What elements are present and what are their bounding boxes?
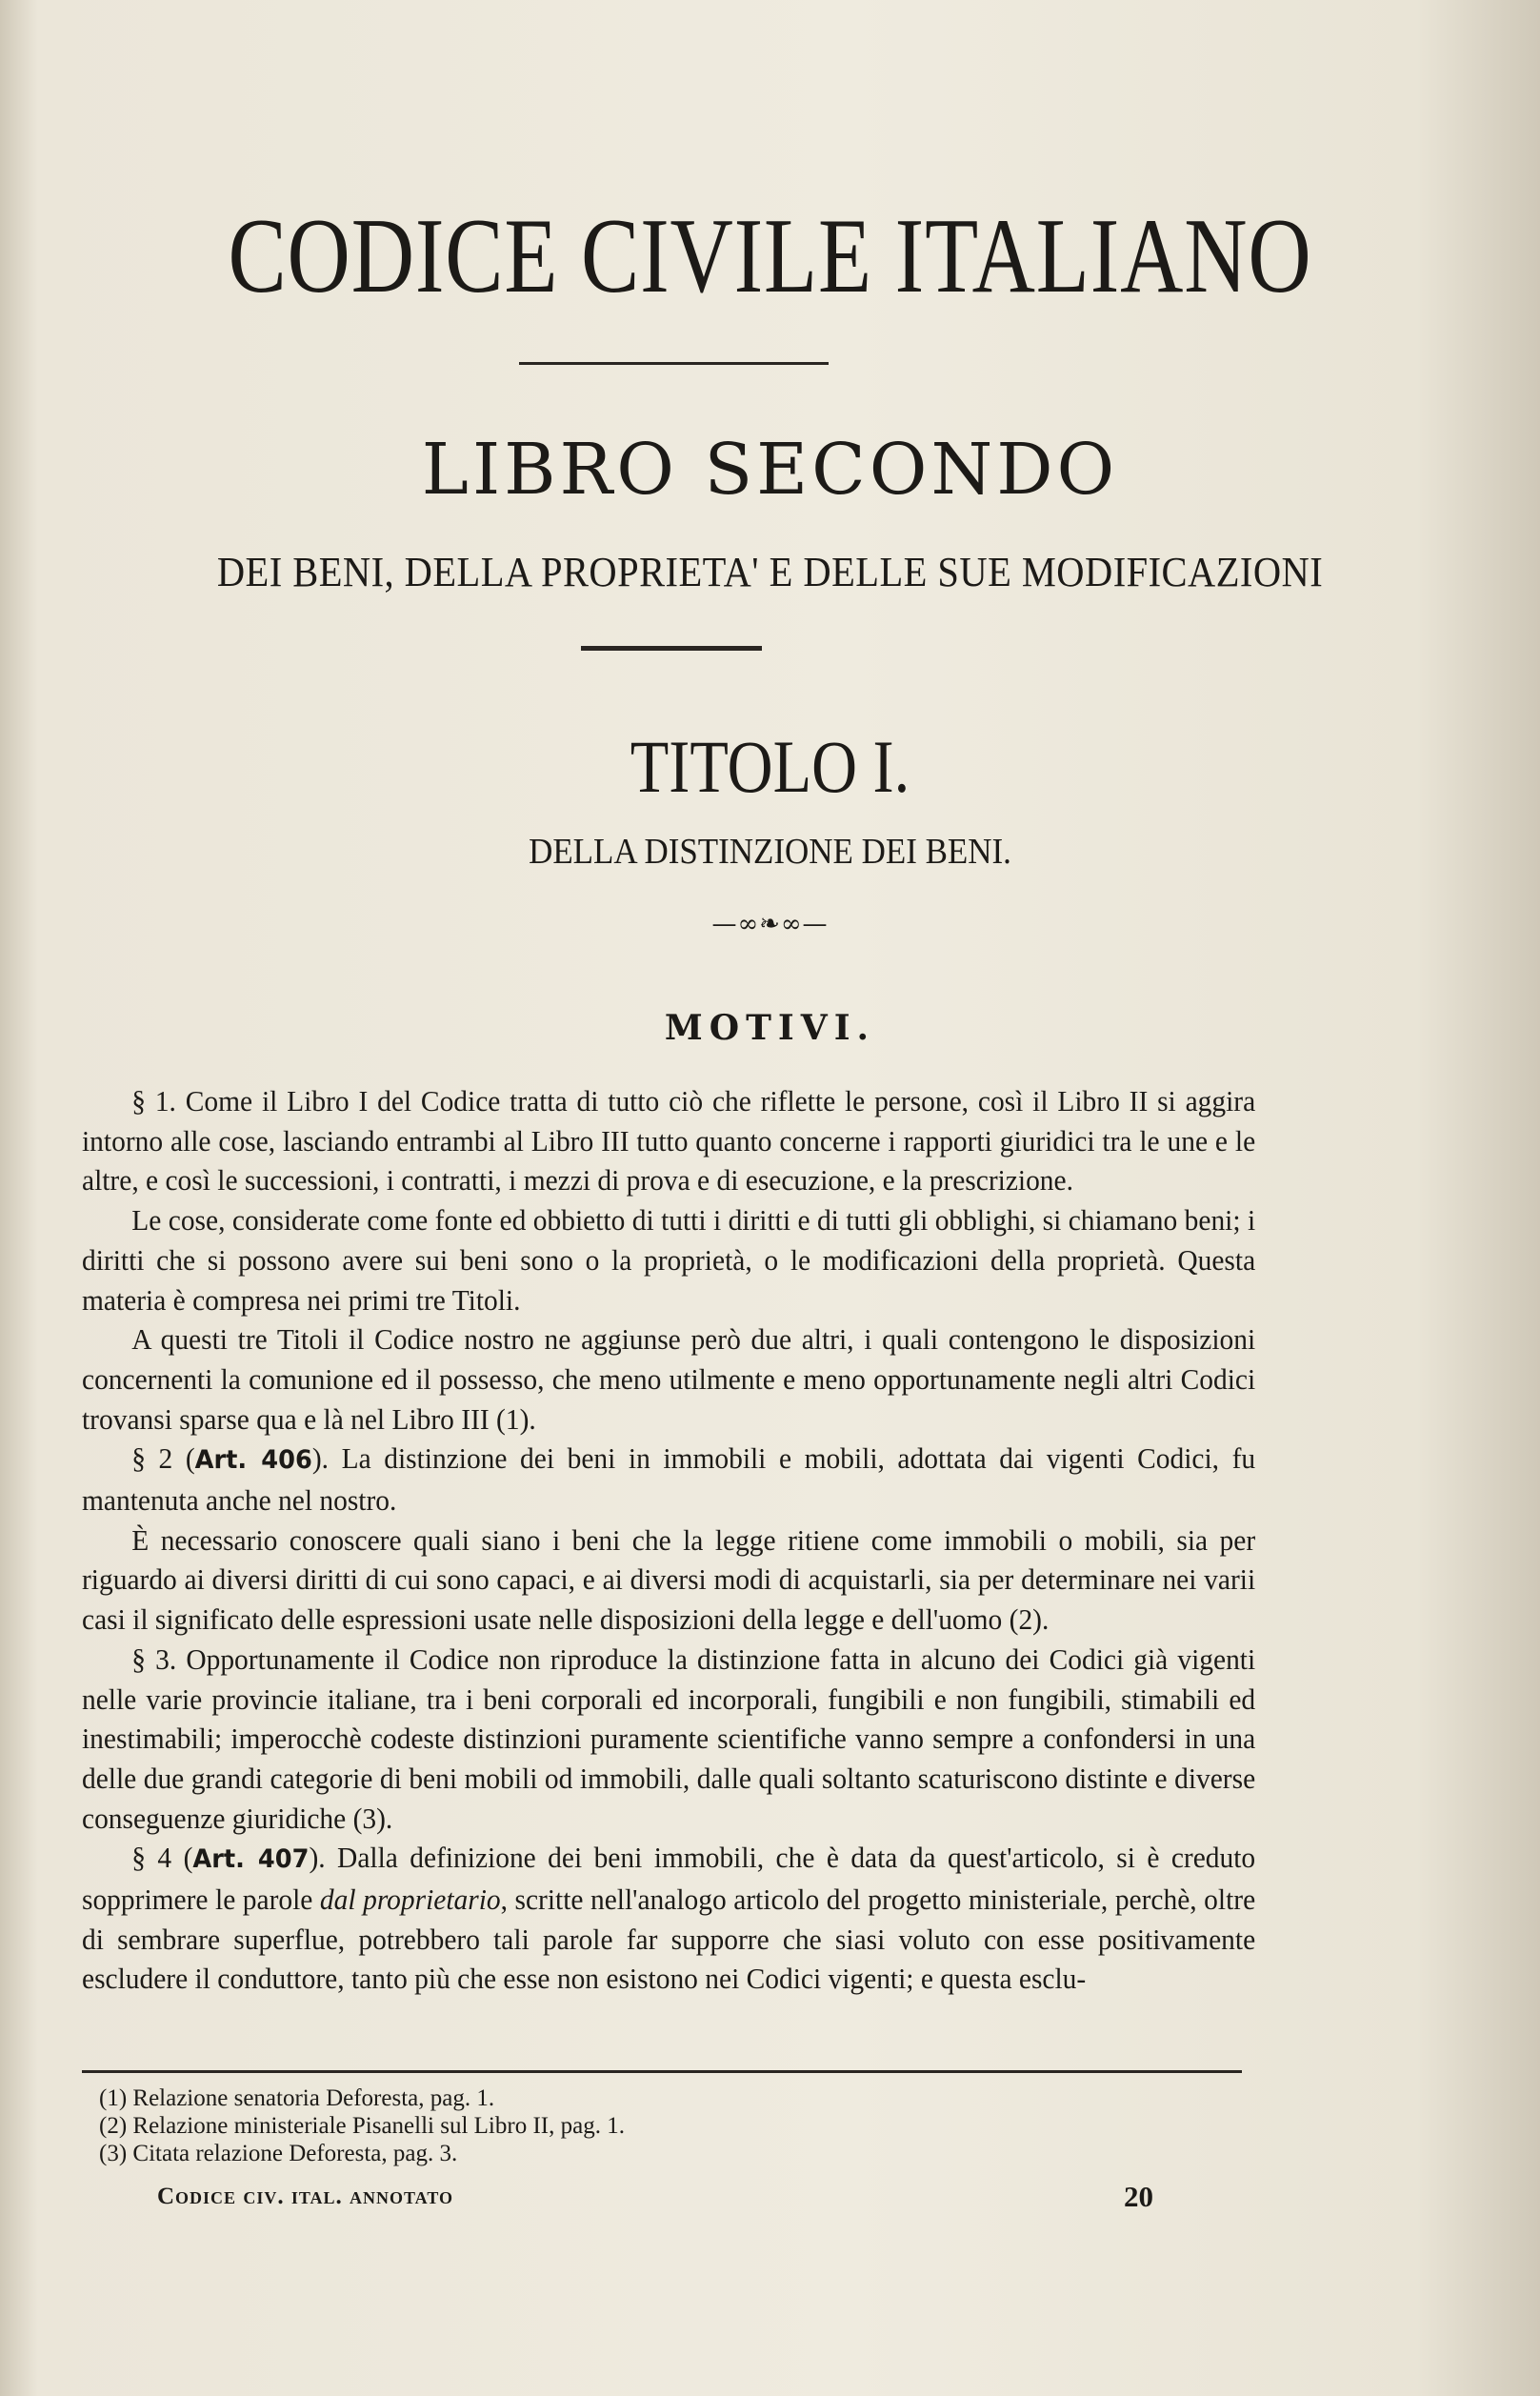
paragraph-6 xyxy=(82,1640,1255,1839)
paragraph-text: , scritte nell'analogo articolo del progetto ministeriale, perchè, oltre di sembrare superflue, potrebbero tali parole far supporre che siasi voluto con esse positivamente escludere il conduttore, tanto più che esse non esistono nei Codici vigenti; e questa esclu- xyxy=(82,1883,1256,1996)
article-ref: Art. 407 xyxy=(192,1844,310,1875)
page-number: 20 xyxy=(1124,2180,1153,2213)
paragraph-lead: § 3. xyxy=(131,1641,177,1676)
running-footer: Codice civ. ital. annotato xyxy=(157,2184,454,2209)
paragraph-text: ). La distinzione dei beni in immobili e mobili, adottata dai vigenti Codici, fu mantenuta anche nel nostro. xyxy=(82,1441,1256,1518)
paragraph-lead: § 4 ( xyxy=(131,1841,193,1875)
paragraph-4 xyxy=(82,1439,1255,1520)
book-rule xyxy=(581,646,762,651)
paragraph-2 xyxy=(82,1200,1255,1319)
body-text xyxy=(82,1081,1255,1999)
paragraph-5 xyxy=(82,1520,1255,1640)
footnotes xyxy=(99,2084,1147,2167)
paragraph-1 xyxy=(82,1081,1255,1200)
paragraph-3 xyxy=(82,1319,1255,1439)
titolo-subtitle: DELLA DISTINZIONE DEI BENI. xyxy=(529,832,1011,872)
paragraph-7 xyxy=(82,1838,1255,1999)
paragraph-text: Opportunamente il Codice non riproduce la distinzione fatta in alcuno dei Codici già vigenti nelle varie provincie italiane, tra i beni corporali ed incorporali, fungibili e non fungibili, stimabili ed inestimabili; imperocchè codeste distinzioni puramente scientifiche vanno sempre a confondersi in una delle due grandi categorie di beni mobili od immobili, dalle quali soltanto scaturiscono distinte e diverse conseguenze giuridiche (3). xyxy=(82,1641,1256,1835)
footnote: (3) Citata relazione Deforesta, pag. 3. xyxy=(99,2141,458,2166)
italic-phrase: dal proprietario xyxy=(319,1883,501,1917)
section-heading: MOTIVI. xyxy=(664,1008,876,1048)
paragraph-lead: § 1. xyxy=(131,1084,176,1117)
paragraph-text: A questi tre Titoli il Codice nostro ne aggiunse però due altri, i quali contengono le disposizioni concernenti la comunione ed il possesso, che meno utilmente e meno opportunamente negli altri Codici trovansi sparse qua e là nel Libro III (1). xyxy=(82,1322,1256,1436)
book-heading: LIBRO SECONDO xyxy=(421,429,1119,511)
footnote: (2) Relazione ministeriale Pisanelli sul Libro II, pag. 1. xyxy=(99,2113,625,2139)
book-subtitle: DEI BENI, DELLA PROPRIETA' E DELLE SUE MODIFICAZIONI xyxy=(216,549,1324,595)
article-ref: Art. 406 xyxy=(194,1445,312,1476)
paragraph-text: Le cose, considerate come fonte ed obbietto di tutti i diritti e di tutti gli obblighi, si chiamano beni; i diritti che si possono avere sui beni sono o la proprietà, o le modificazioni della proprietà. Questa materia è compresa nei primi tre Titoli. xyxy=(82,1203,1256,1317)
paragraph-lead: § 2 ( xyxy=(131,1441,195,1476)
page-title: CODICE CIVILE ITALIANO xyxy=(228,197,1312,315)
titolo-heading: TITOLO I. xyxy=(630,725,910,808)
paragraph-text: Come il Libro I del Codice tratta di tutto ciò che riflette le persone, così il Libro II si aggira intorno alle cose, lasciando entrambi al Libro III tutto quanto concerne i rapporti giuridici tra le une e le altre, e così le successioni, i contratti, i mezzi di prova e di esecuzione, e la prescrizione. xyxy=(82,1084,1256,1198)
footnote: (1) Relazione senatoria Deforesta, pag. 1. xyxy=(99,2085,495,2111)
paragraph-text: È necessario conoscere quali siano i beni che la legge ritiene come immobili o mobili, sia per riguardo ai diversi diritti di cui sono capaci, e ai diversi modi di acquistarli, sia per determinare nei varii casi il significato delle espressioni usate nelle disposizioni della legge e dell'uomo (2). xyxy=(82,1522,1256,1637)
paragraph-text: ). Dalla definizione dei beni immobili, che è data da quest'articolo, si è creduto sopprimere le parole xyxy=(82,1841,1256,1917)
footnote-rule xyxy=(82,2070,1242,2073)
ornament-divider: —∞❧∞— xyxy=(711,910,829,938)
title-rule xyxy=(519,362,829,365)
